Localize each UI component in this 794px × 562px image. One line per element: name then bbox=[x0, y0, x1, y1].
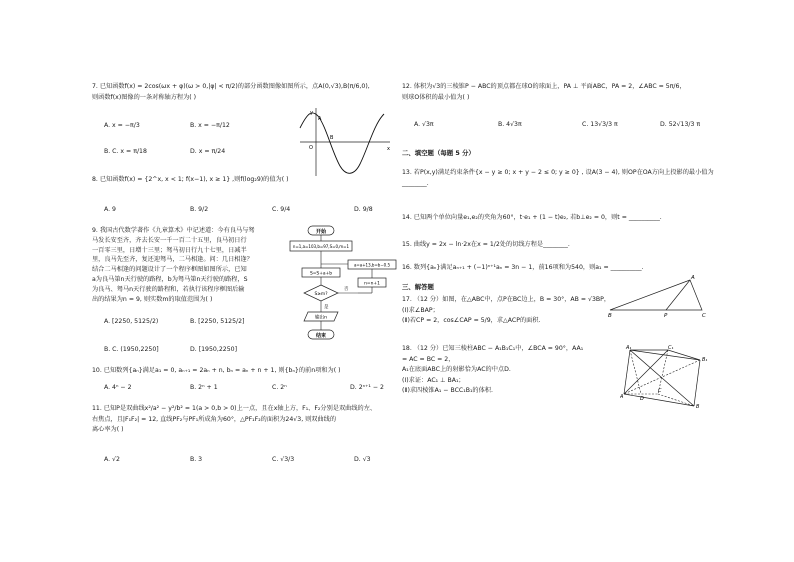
graph-y-label: y bbox=[310, 110, 313, 116]
graph-point-b: B bbox=[330, 135, 334, 141]
flow-start-label: 开始 bbox=[315, 229, 327, 235]
question-17-line: (Ⅰ)求∠BAP； bbox=[402, 306, 439, 314]
question-10-line: 10. 已知数列{aₙ}满足a₁ = 0, aₙ₊₁ = 2aₙ + n, bₙ = aₙ + n + 1, 则{bₙ}的前n项和为( ) bbox=[92, 367, 341, 374]
option: C. 13√3/3 π bbox=[582, 121, 618, 128]
option: C. 2ⁿ bbox=[272, 384, 287, 391]
question-17 bbox=[402, 295, 610, 327]
question-9-line: 结合二马相逢的问题设计了一个程序框图如图所示，已知 bbox=[92, 266, 247, 274]
flow-yes-label: 是 bbox=[324, 305, 329, 310]
question-9-line: 出的结果为n = 9, 则实数m的取值范围为( ) bbox=[92, 295, 213, 303]
option: A. [2250, 5125/2) bbox=[104, 318, 159, 325]
flow-init-label: n=1,a=103,b=97,S=0,m=1 bbox=[292, 244, 350, 249]
question-7-line: 7. 已知函数f(x) = 2cos(ωx + φ)(ω > 0,|φ| < π/2)的部分函数图像如图所示，点A(0,√3),B(π/6,0), bbox=[92, 83, 370, 90]
question-15 bbox=[402, 240, 570, 251]
triangle-abc bbox=[610, 280, 702, 310]
question-18-line: (Ⅰ)求证：AC₁ ⊥ BA₁； bbox=[402, 376, 465, 384]
question-18-line: = AC = BC = 2， bbox=[402, 355, 455, 363]
prism-edge bbox=[624, 350, 630, 394]
question-14 bbox=[402, 213, 662, 224]
question-18-line: (Ⅱ)求四棱锥A₁ − BCC₁B₁的体积. bbox=[402, 387, 493, 394]
prism-top-face bbox=[630, 350, 700, 360]
option: A. 4ⁿ − 2 bbox=[104, 384, 132, 391]
question-14-line: 14. 已知两个单位向量e₁,e₂的夹角为60°，t·e₁ + (1 − t)e₂, 若b⊥e₂ = 0，则t = __________. bbox=[402, 214, 662, 221]
question-13-line: 13. 若P(x,y)满足约束条件{x − y ≥ 0; x + y − 2 ≤ 0; y ≥ 0} , 设A(3 − 4), 则OP在OA方向上投影的最小值为 bbox=[402, 169, 714, 176]
question-17-line: (Ⅱ)若CP = 2，cos∠CAP = 5/9，求△ACP的面积. bbox=[402, 317, 541, 324]
option: D. 52√13/3 π bbox=[660, 121, 701, 128]
right-column bbox=[402, 0, 712, 562]
question-12-line: 则球O体积的最小值为( ) bbox=[402, 93, 470, 101]
flow-output-label: 输出n bbox=[314, 315, 328, 321]
question-11-line: 离心率为( ) bbox=[92, 426, 124, 433]
question-11-line: 11. 已知P是双曲线x²/a² − y²/b² = 1(a > 0,b > 0)上一点，且在x轴上方，F₁、F₂分别是双曲线的左、 bbox=[92, 405, 377, 412]
flow-condition-label: S≥m? bbox=[314, 292, 328, 297]
fig18-label-b1: B₁ bbox=[702, 357, 708, 363]
triangle-abc-figure bbox=[606, 270, 712, 320]
question-16-line: 16. 数列{aₙ}满足aₙ₊₁ + (−1)ⁿ⁺¹aₙ = 3n − 1，前16项和为540，则a₁ = __________. bbox=[402, 264, 644, 271]
option: D. [1950,2250] bbox=[190, 346, 237, 353]
fig18-label-d: D bbox=[640, 396, 644, 402]
fig17-label-b: B bbox=[608, 313, 612, 319]
fig17-label-c: C bbox=[702, 313, 706, 319]
section-answer-heading: 三、解答题 bbox=[402, 283, 434, 291]
question-7-line: 则函数f(x)图像的一条对称轴方程为( ) bbox=[92, 93, 197, 101]
prism-diagonal-hidden bbox=[624, 360, 700, 394]
flow-no-label: 否 bbox=[344, 287, 349, 292]
fig18-label-c: C bbox=[658, 388, 662, 394]
option: B. x = −π/12 bbox=[190, 122, 230, 129]
prism-edge-hidden bbox=[658, 394, 694, 406]
question-18-line: 18. （12 分）已知三棱柱ABC − A₁B₁C₁中，∠BCA = 90°，AA₁ bbox=[402, 345, 584, 352]
cosine-curve bbox=[300, 113, 384, 173]
prism-edge bbox=[694, 360, 700, 406]
question-9-line: 9. 我国古代数学著作《九章算术》中记述道：今有良马与驽 bbox=[92, 227, 255, 234]
option: A. √3π bbox=[414, 121, 434, 128]
question-11 bbox=[92, 404, 376, 436]
question-18-line: A₁在底面ABC上的射影恰为AC的中点D. bbox=[402, 366, 511, 373]
option: D. x = π/24 bbox=[190, 148, 226, 155]
question-8-line: 8. 已知函数f(x) = {2^x, x < 1; f(x−1), x ≥ 1} ,则f(log₂9)的值为( ) bbox=[92, 176, 289, 183]
fig18-label-a: A bbox=[620, 394, 624, 400]
graph-origin-label: O bbox=[309, 145, 313, 151]
question-17-line: 17. （12 分）如图，在△ABC中，点P在BC边上，B = 30°，AB = √3BP， bbox=[402, 296, 611, 303]
question-18 bbox=[402, 344, 583, 397]
question-9-line: 为良马、驽马n天行驶的路程和，若执行该程序框图后输 bbox=[92, 285, 245, 293]
option: B. 9/2 bbox=[190, 206, 209, 213]
option: D. 9/8 bbox=[354, 206, 373, 213]
flow-sum-label: S=S+a+b bbox=[309, 271, 333, 277]
question-13-line: ________. bbox=[402, 179, 429, 187]
question-9-line: 一百零三里，日增十三里；驽马初日行九十七里，日减半 bbox=[92, 246, 247, 254]
fig18-label-c1: C₁ bbox=[668, 345, 674, 351]
prism-figure bbox=[620, 344, 712, 410]
flow-increment-label: n=n+1 bbox=[364, 281, 380, 287]
option: C. 9/4 bbox=[272, 206, 291, 213]
program-flowchart bbox=[288, 224, 398, 348]
question-10 bbox=[92, 366, 341, 377]
option: D. 2ⁿ⁺¹ − 2 bbox=[350, 384, 384, 391]
question-13 bbox=[402, 168, 714, 189]
question-9-line: a为良马第n天行驶的路程，b为驽马第n天行驶的路程，S bbox=[92, 275, 248, 283]
option: A. √2 bbox=[104, 456, 120, 463]
option: B. C. x = π/18 bbox=[104, 148, 147, 155]
option: B. 2ⁿ + 1 bbox=[190, 384, 218, 391]
flow-end-label: 结束 bbox=[315, 333, 327, 339]
question-12-line: 12. 体积为√3的三棱锥P − ABC的顶点都在球O的球面上，PA ⊥ 平面ABC，PA = 2，∠ABC = 5π/6， bbox=[402, 83, 686, 90]
question-11-line: 右焦点，且|F₁F₂| = 12, 直线PF₂与PF₁所成角为60°，△PF₁F₂的面积为24√3, 则双曲线的 bbox=[92, 415, 337, 423]
option: B. 3 bbox=[190, 456, 203, 463]
question-15-line: 15. 曲线y = 2x − ln·2x在x = 1/2处的切线方程是________. bbox=[402, 241, 570, 248]
prism-edge bbox=[624, 394, 694, 406]
option: C. √3/3 bbox=[272, 456, 295, 463]
option: B. 4√3π bbox=[498, 121, 522, 128]
question-9-line: 马发长安至齐，齐去长安一千一百二十五里，良马初日行 bbox=[92, 236, 247, 244]
fig18-label-a1: A₁ bbox=[626, 345, 632, 351]
question-9-options bbox=[104, 318, 304, 360]
fig17-label-p: P bbox=[664, 313, 668, 319]
question-8 bbox=[92, 175, 289, 186]
option: B. C. (1950,2250] bbox=[104, 346, 159, 353]
question-9 bbox=[92, 226, 255, 304]
option: D. √3 bbox=[354, 456, 371, 463]
option: A. x = −π/3 bbox=[104, 122, 140, 129]
flow-update-label: a=a+13,b=b−0.5 bbox=[353, 262, 391, 268]
question-7 bbox=[92, 82, 370, 103]
option: B. [2250, 5125/2] bbox=[190, 318, 245, 325]
cosine-graph bbox=[294, 106, 394, 178]
fig18-label-b: B bbox=[696, 404, 700, 410]
fig17-label-a: A bbox=[691, 275, 695, 281]
graph-point-a: A bbox=[318, 116, 322, 122]
graph-x-label: x bbox=[387, 146, 390, 152]
question-12 bbox=[402, 82, 686, 103]
left-column bbox=[84, 0, 392, 562]
option: A. 9 bbox=[104, 206, 116, 213]
question-9-line: 里，良马先至齐，复还迎驽马，二马相逢。问：几日相逢？ bbox=[92, 256, 253, 264]
section-fill-in-heading: 二、填空题（每题 5 分） bbox=[402, 149, 475, 157]
